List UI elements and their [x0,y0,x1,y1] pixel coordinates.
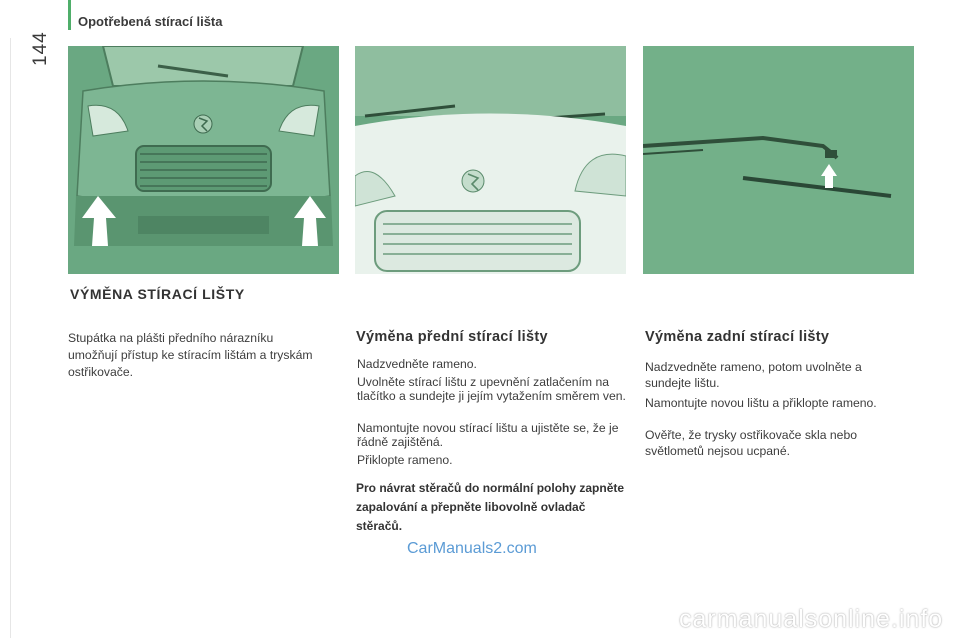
lion-emblem-icon [462,170,484,192]
rear-step-3: Ověřte, že trysky ostřikovače skla nebo světlometů nejsou ucpané. [645,428,858,458]
front-step-4: Přiklopte rameno. [357,453,453,467]
page-header-title: Opotřebená stírací lišta [78,14,223,29]
front-wiper-title: Výměna přední stírací lišty [356,329,548,345]
lion-emblem-icon [194,115,212,133]
illustration-rear-wiper [643,46,914,274]
illustration-front-bumper-steps [68,46,339,274]
rear-step-2: Namontujte novou lištu a přiklopte rameno. [645,396,877,410]
rear-step-1: Nadzvedněte rameno, potom uvolněte a sundejte lištu. [645,360,862,390]
footer-watermark: carmanualsonline.info [679,605,944,633]
rear-wiper-title: Výměna zadní stírací lišty [645,329,830,345]
header-accent-bar [68,0,71,30]
front-step-1: Nadzvedněte rameno. [357,357,477,371]
front-step-2: Uvolněte stírací lištu z upevnění zatlačením na tlačítko a sundejte ji jejím vytažením směrem ven. [357,375,626,403]
intro-paragraph: Stupátka na plášti předního nárazníku umožňují přístup ke stíracím lištám a tryskám ostřikovače. [68,331,313,379]
illustration-front-wiper [355,46,626,274]
front-step-3: Namontujte novou stírací lištu a ujistěte se, že je řádně zajištěná. [357,421,619,449]
margin-rule [10,38,11,638]
page-number: 144 [30,31,51,66]
front-wiper-note: Pro návrat stěračů do normální polohy zapněte zapalování a přepněte libovolně ovladač stěračů. [356,481,625,533]
carmanuals-watermark[interactable]: CarManuals2.com [407,540,537,557]
section-title: VÝMĚNA STÍRACÍ LIŠTY [70,286,245,302]
